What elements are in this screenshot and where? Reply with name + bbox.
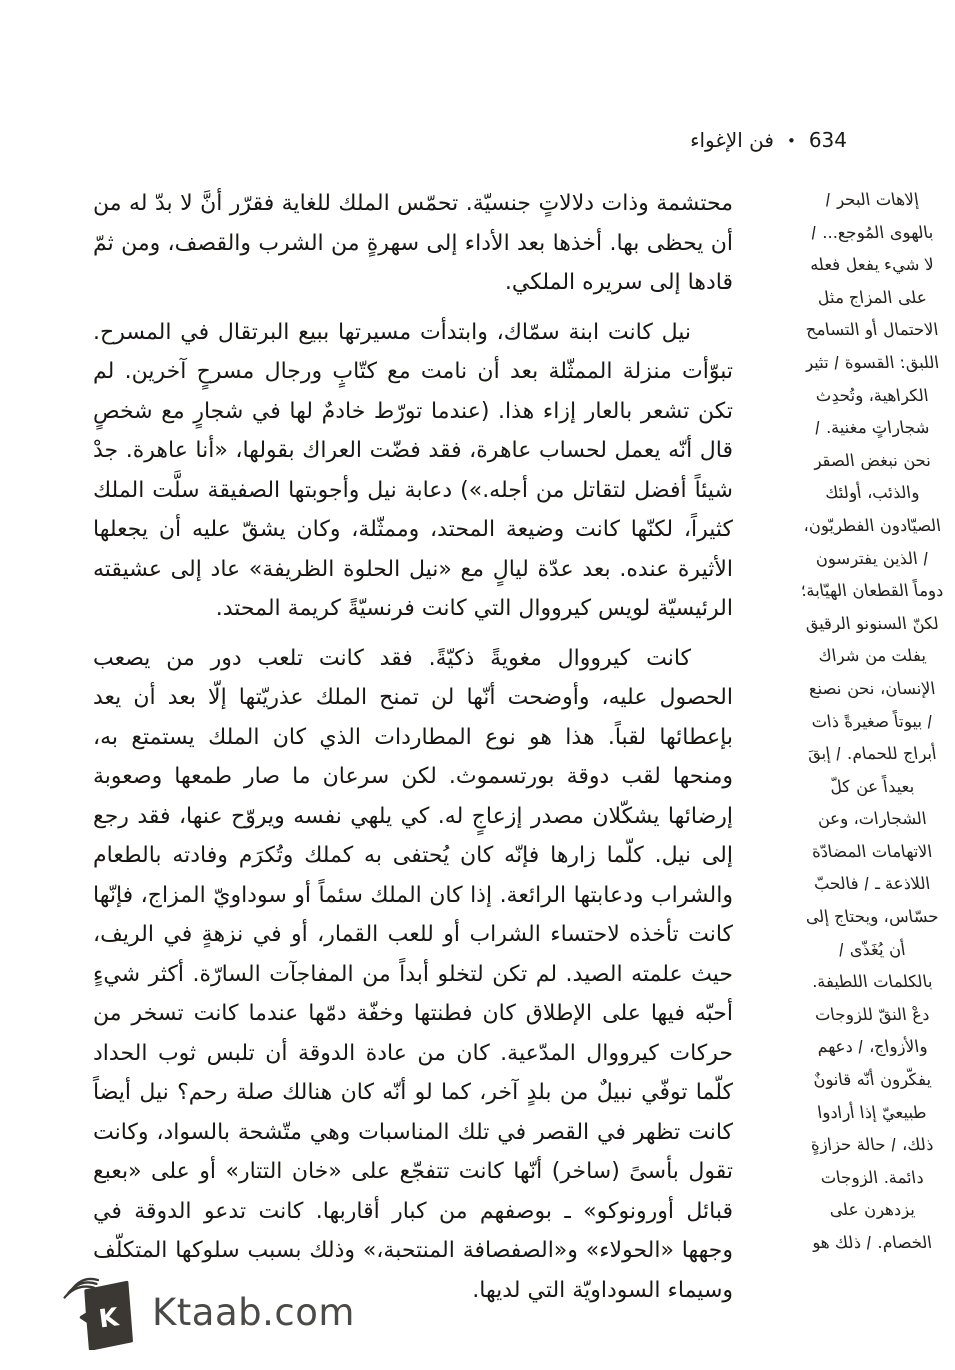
margin-quote-line: الإنسان، نحن نصنع: [807, 678, 937, 698]
margin-quote-line: ذلك، / حالة حزازةٍ: [809, 1135, 935, 1155]
margin-quote-line: الاحتمال أو التسامح: [804, 320, 940, 340]
ktaab-logo-text: Ktaab.com: [152, 1290, 355, 1334]
margin-quote-line: والذئب، أولئك: [823, 483, 921, 503]
site-watermark: [60, 1274, 355, 1350]
margin-quote-line: دوماً القطعان الهيّابة؛: [799, 581, 945, 601]
body-paragraph: كانت كيرووال مغويةً ذكيّةً. فقد كانت تلعب دور من يصعب الحصول عليه، وأوضحت أنّها لن تمنح الملك عذريّتها إلّا بعد أن يعد بإعطائها لقباً. هذا هو نوع المطاردات الذي كان الملك يستمتع به، ومنحها لقب دوقة بورتسموث. لكن سرعان ما صار طمعها وصعوبة إرضائها يشكّلان مصدر إزعاجٍ له. كي يلهي نفسه ويروّح عنها، فقد رجع إلى نيل. كلّما زارها فإنّه كان يُحتفى به كملك وتُكرَم وفادته بالطعام والشراب ودعابتها الرائعة. إذا كان الملك سئماً أو سوداويّ المزاج، فإنّها كانت تأخذه لاحتساء الشراب أو للعب القمار، أو في نزهةٍ في الريف، حيث علمته الصيد. لم تكن لتخلو أبداً من المفاجآت السارّة. أكثر شيءٍ أحبّه فيها على الإطلاق كان فطنتها وخفّة دمّها عندما كانت تسخر من حركات كيرووال المدّعية. كان من عادة الدوقة أن تلبس ثوب الحداد كلّما توفّي نبيلٌ من بلدٍ آخر، كما لو أنّه كان هنالك صلة رحم؟ نيل أيضاً كانت تظهر في القصر في تلك المناسبات وهي متّشحة بالسواد، وكانت تقول بأسىً (ساخر) أنّها كانت تتفجّع على «خان التتار» أو على «بعبع قبائل أورونوكو» ـ بوصفهم من كبار أقاربها. كانت تدعو الدوقة في وجهها «الحولاء» و«الصفصافة المنتحبة،» وذلك بسبب سلوكها المتكلّف وسيماء السوداويّة التي لديها.: [93, 645, 733, 1303]
margin-quote-line: الشجارات، وعن: [816, 809, 928, 829]
margin-quote-line: / الذين يفترسون: [814, 548, 930, 568]
margin-quote-line: لكنّ السنونو الرقيق: [803, 613, 940, 633]
page-number: 634: [808, 128, 847, 152]
margin-quote-line: شجاراتٍ مغنية. /: [813, 418, 931, 438]
chapter-title: فن الإغواء: [690, 128, 774, 152]
body-text: [93, 184, 733, 1310]
margin-quote: [791, 184, 953, 1260]
margin-quote-line: دعْ النقّ للزوجات: [813, 1004, 931, 1024]
margin-quote-line: طبيعيّ إذا أرادوا: [816, 1102, 928, 1122]
margin-quote-line: اللبق: القسوة / تثير: [803, 352, 941, 372]
margin-quote-line: بالهوى المُوجع... /: [809, 222, 935, 242]
margin-quote-line: الكراهية، وتُحدِث: [814, 385, 930, 405]
margin-quote-line: أن يُغَذّى /: [837, 939, 907, 959]
page-content: [0, 184, 955, 1310]
margin-quote-line: والأزواج، / دعهم: [815, 1037, 929, 1057]
margin-quote-line: الصيّادون الفطريّون،: [801, 515, 943, 535]
logo-letter: K: [97, 1302, 121, 1334]
margin-quote-line: على المزاج مثل: [815, 287, 928, 307]
body-paragraph: محتشمة وذات دلالاتٍ جنسيّة. تحمّس الملك للغاية فقرّر أنَّ لا بدّ له من أن يحظى بها. أخذها بعد الأداء إلى سهرةٍ من الشرب والقصف، ومن ثمّ قادها إلى سريره الملكي.: [93, 191, 733, 295]
margin-quote-line: يزدهرن على: [827, 1200, 916, 1220]
page-header: [690, 128, 847, 152]
margin-quote-line: الخصام. / ذلك هو: [810, 1233, 934, 1252]
bullet-separator-icon: •: [786, 132, 796, 150]
margin-quote-line: الاتهامات المضادّة: [810, 841, 934, 861]
body-paragraph: نيل كانت ابنة سمّاك، وابتدأت مسيرتها ببيع البرتقال في المسرح. تبوّأت منزلة الممثّلة بعد أن نامت مع كتّابٍ ورجال مسرحٍ آخرين. لم تكن تشعر بالعار إزاء هذا. (عندما تورّط خادمٌ لها في شجارٍ مع شخصٍ قال أنّه يعمل لحساب عاهرة، فقد فضّت العراك بقولها، «أنا عاهرة. جدْ شيئاً أفضل لتقاتل من أجله.») دعابة نيل وأجوبتها الصفيقة سلَّت الملك كثيراً، لكنّها كانت وضيعة المحتد، وممثّلة، وكان يشقّ عليه أن يجعلها الأثيرة عنده. بعد عدّة ليالٍ مع «نيل الحلوة الظريفة» عاد إلى عشيقته الرئيسيّة لويس كيرووال التي كانت فرنسيّةً كريمة المحتد.: [93, 319, 733, 621]
margin-quote-line: بالكلمات اللطيفة.: [810, 972, 934, 992]
margin-quote-line: يفكّرون أنّه قانونٌ: [811, 1070, 933, 1090]
margin-quote-line: حسّاس، ويحتاج إلى: [803, 907, 940, 927]
ktaab-book-logo-icon: [60, 1274, 136, 1350]
margin-quote-line: بعيداً عن كلّ: [828, 776, 916, 796]
margin-quote-line: لا شيء يفعل فعله: [808, 255, 936, 275]
margin-quote-line: أبراج للحمام. / إبقَ: [806, 744, 938, 764]
margin-quote-line: إلاهات البحر /: [823, 190, 921, 209]
margin-quote-line: اللاذعة ـ / فالحبّ: [812, 874, 932, 894]
margin-quote-line: نحن نبغض الصقر: [811, 450, 932, 470]
margin-quote-line: / بيوتاً صغيرةً ذات: [809, 711, 934, 731]
margin-quote-line: يفلت من شراك: [816, 646, 928, 666]
margin-quote-line: دائمة. الزوجات: [819, 1167, 925, 1187]
